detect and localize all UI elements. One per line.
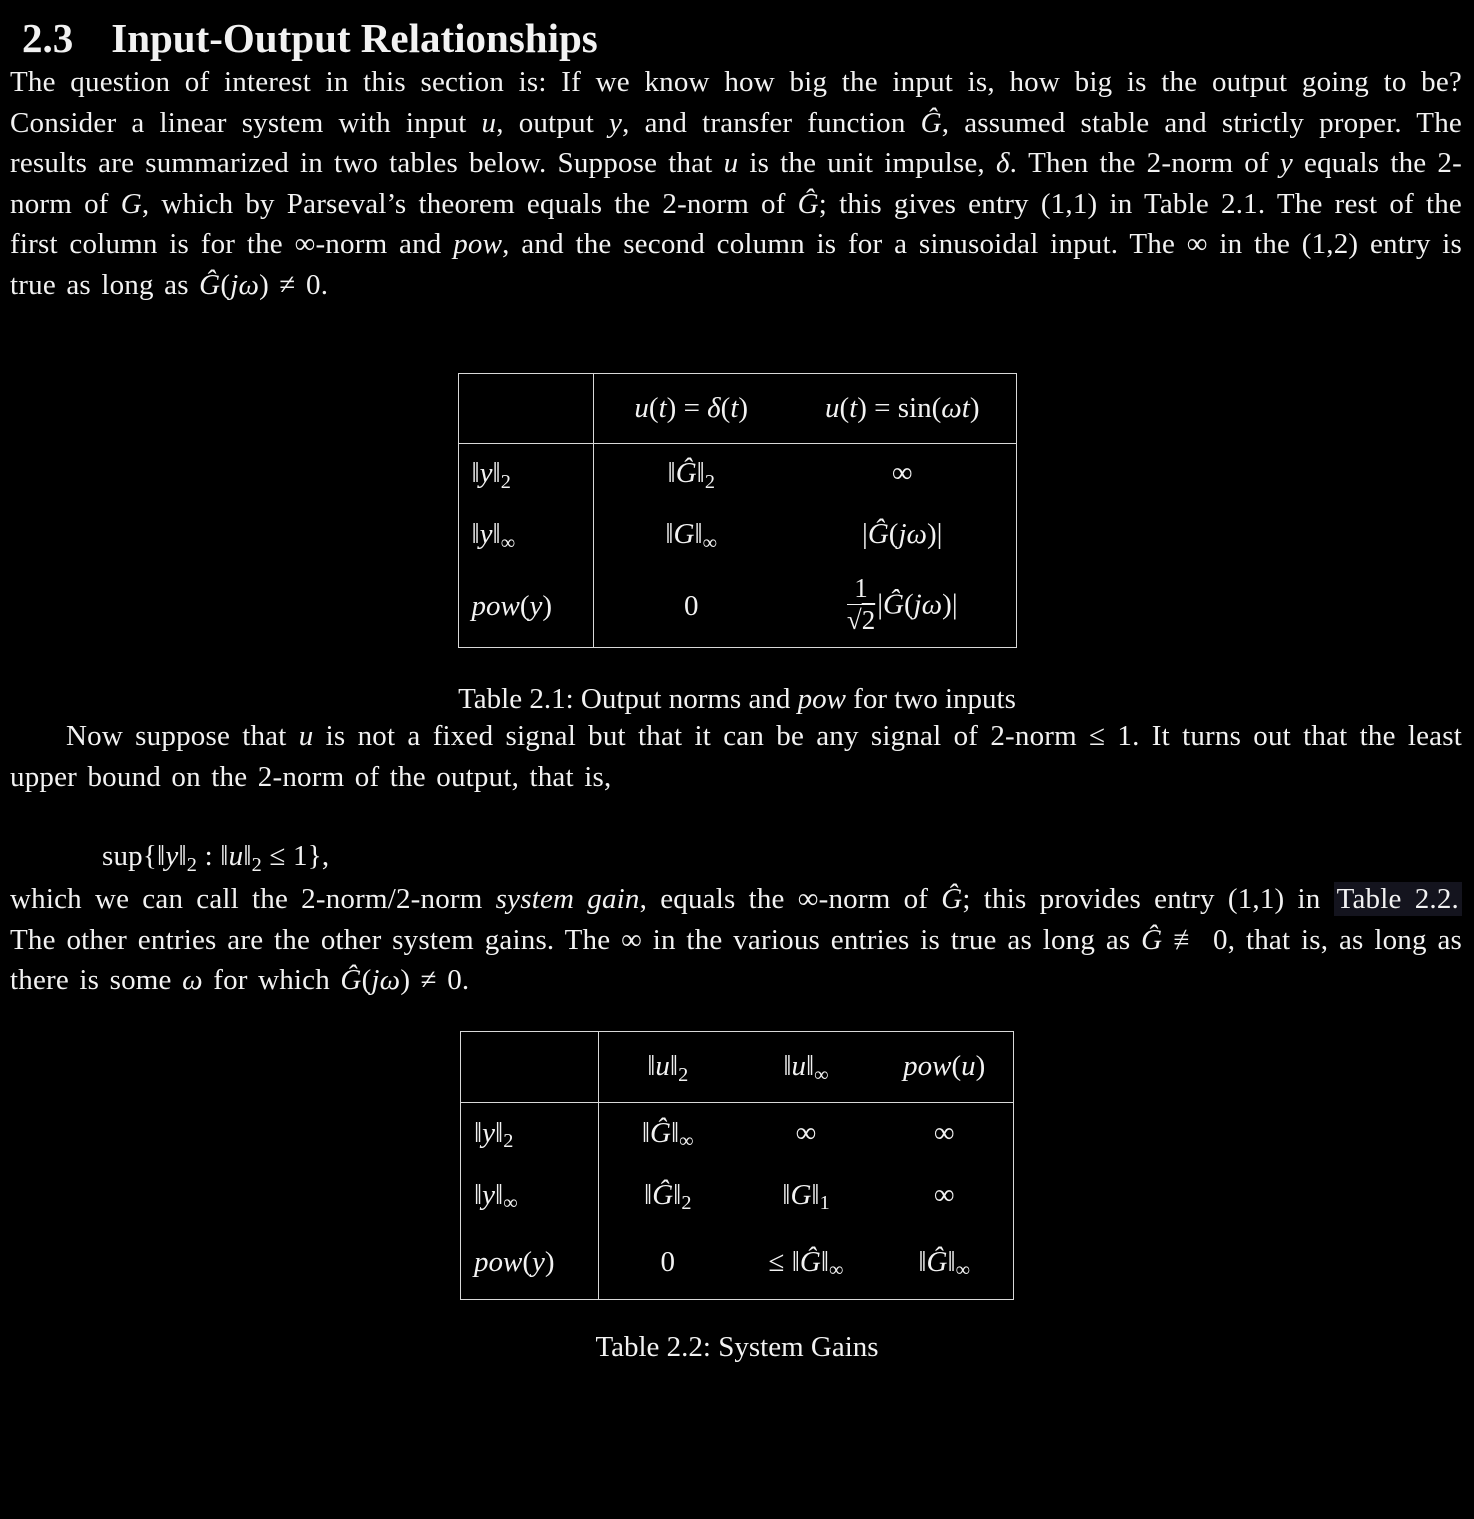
paragraph-intro: The question of interest in this section is: If we know how big the input is, how big is the output going to be? Consider a linear system with input u, output y, and transfer function Ĝ, assumed stable and strictly proper. The results are summarized in two tables below. Suppose that u is the unit impulse, δ. Then the 2-norm of y equals the 2-norm of G, which by Parseval’s theorem equals the 2-norm of Ĝ; this gives entry (1,1) in Table 2.1. The rest of the first column is for the ∞-norm and pow, and the second column is for a sinusoidal input. The ∞ in the (1,2) entry is true as long as Ĝ(jω) ≠ 0. [10, 66, 1463, 301]
table-2-2-container [0, 1031, 1474, 1300]
table-row [458, 444, 1016, 504]
output-norms-table [458, 373, 1017, 648]
table2-header-u2: $‖u‖_2$ [599, 1031, 737, 1102]
table-cell: $‖Ĝ‖_2$ [644, 1178, 692, 1215]
table2-corner-cell [461, 1031, 599, 1102]
table-row [461, 1102, 1014, 1164]
table-2-1-caption: Table 2.1: Output norms and pow for two inputs [458, 683, 1016, 715]
table-2-1-container [0, 373, 1474, 648]
table-2-2-caption: Table 2.2: System Gains [595, 1330, 879, 1363]
table1-row-label-yinf: $‖y‖_\infty$ [458, 504, 593, 566]
table-cell: |Ĝ(jω)| [862, 518, 943, 550]
table-2-2-link[interactable]: Table 2.2. [1334, 882, 1462, 916]
table1-corner-cell [458, 374, 593, 444]
table1-row-label-pow: pow(y) [458, 566, 593, 648]
paragraph-system-gain: which we can call the 2-norm/2-norm system gain, equals the ∞-norm of Ĝ; this provides entry (1,1) in Table 2.2. The other entries are the other system gains. The ∞ in the various entries is true as long as Ĝ ≢ 0, that is, as long as there is some ω for which Ĝ(jω) ≠ 0. [10, 883, 1462, 996]
table-cell: $‖Ĝ‖_\infty$ [641, 1116, 694, 1153]
table-cell: $\frac{1}{√2}$ |Ĝ(jω)| [846, 572, 958, 635]
table-cell: ∞ [795, 1116, 817, 1149]
table2-row-label-yinf: $‖y‖_\infty$ [461, 1164, 599, 1226]
section-heading [0, 0, 1474, 62]
table-cell: $‖G‖_1$ [782, 1178, 830, 1215]
table-cell: ∞ [891, 457, 913, 490]
section-title: Input-Output Relationships [111, 15, 598, 61]
table2-row-label-pow: pow(y) [461, 1226, 599, 1299]
table-cell: $‖Ĝ‖_2$ [667, 457, 715, 493]
table-cell: 0 [660, 1245, 675, 1278]
section-number: 2.3 [22, 15, 74, 61]
table2-row-label-y2: $‖y‖_2$ [461, 1102, 599, 1164]
table2-header-uinf: $‖u‖_\infty$ [737, 1031, 876, 1102]
table-cell: ≤ $‖Ĝ‖_\infty$ [768, 1245, 844, 1282]
table-cell: 0 [684, 589, 699, 622]
table1-header-impulse-input: u(t) = δ(t) [593, 374, 789, 444]
table2-header-powu: pow(u) [876, 1031, 1014, 1102]
table-cell: ∞ [933, 1178, 955, 1211]
table-cell: ∞ [933, 1116, 955, 1149]
table1-row-label-y2: $‖y‖_2$ [458, 444, 593, 504]
table-row [458, 504, 1016, 566]
table-cell: $‖Ĝ‖_\infty$ [918, 1245, 971, 1282]
one-over-sqrt2-fraction: $\frac{1}{√2}$ [846, 572, 876, 635]
sup-norm-formula: $sup\{‖y‖_2$ : $‖u‖_2 \le 1$}, [102, 840, 330, 876]
table-cell: $‖G‖_\infty$ [665, 518, 718, 554]
table-row [461, 1226, 1014, 1299]
table-row [461, 1164, 1014, 1226]
table-row [458, 566, 1016, 648]
system-gains-table [460, 1031, 1014, 1300]
paragraph-signal-bound: Now suppose that u is not a fixed signal but that it can be any signal of 2-norm ≤ 1. It turns out that the least upper bound on the 2-norm of the output, that is, [10, 720, 1462, 793]
table1-header-sinusoid-input: u(t) = sin(ωt) [789, 374, 1016, 444]
